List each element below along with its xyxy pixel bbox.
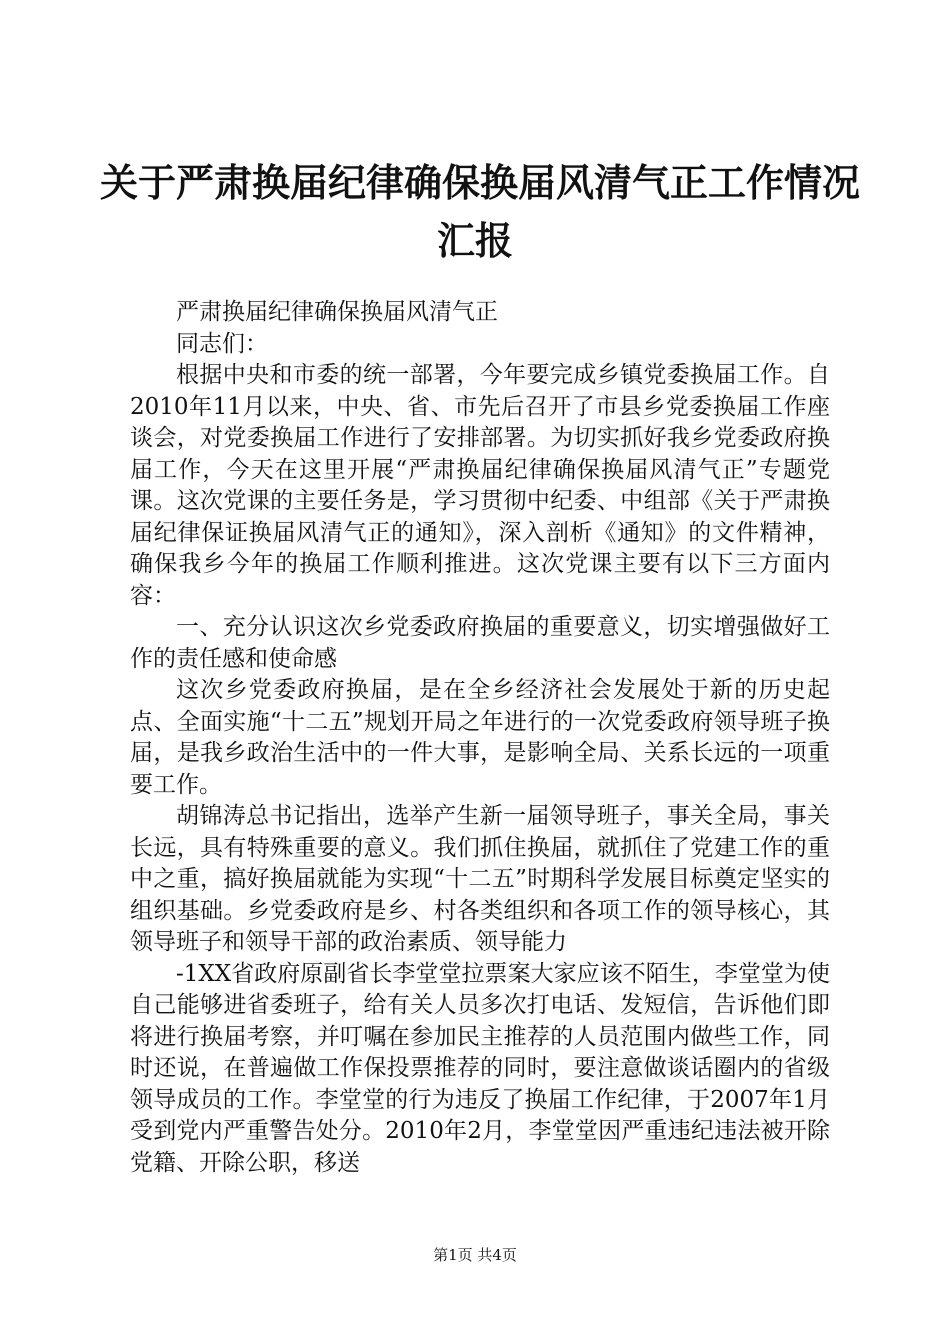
body-paragraph: 根据中央和市委的统一部署，今年要完成乡镇党委换届工作。自2010年11月以来，中央、省、市先后召开了市县乡党委换届工作座谈会，对党委换届工作进行了安排部署。为切实抓好我乡党委政府换届工作，今天在这里开展“严肃换届纪律确保换届风清气正”专题党课。这次党课的主要任务是，学习贯彻中纪委、中组部《关于严肃换届纪律保证换届风清气正的通知》，深入剖析《通知》的文件精神，确保我乡今年的换届工作顺利推进。这次党课主要有以下三方面内容： <box>130 362 830 609</box>
body-paragraph: 胡锦涛总书记指出，选举产生新一届领导班子，事关全局，事关长远，具有特殊重要的意义。我们抓住换届，就抓住了党建工作的重中之重，搞好换届就能为实现“十二五”时期科学发展目标奠定坚实的组织基础。乡党委政府是乡、村各类组织和各项工作的领导核心，其领导班子和领导干部的政治素质、领导能力 <box>130 803 830 955</box>
document-title-line1: 关于严肃换届纪律确保换届风清气正工作情况 <box>100 160 861 205</box>
body-paragraph: 这次乡党委政府换届，是在全乡经济社会发展处于新的历史起点、全面实施“十二五”规划开局之年进行的一次党委政府领导班子换届，是我乡政治生活中的一件大事，是影响全局、关系长远的一项重要工作。 <box>130 677 830 798</box>
body-paragraph-salutation: 同志们： <box>176 330 268 357</box>
body-paragraph-subtitle: 严肃换届纪律确保换届风清气正 <box>176 299 498 325</box>
body-paragraph: -1XX省政府原副省长李堂堂拉票案大家应该不陌生，李堂堂为使自己能够进省委班子，给有关人员多次打电话、发短信，告诉他们即将进行换届考察，并叮嘱在参加民主推荐的人员范围内做些工作，同时还说，在普遍做工作保投票推荐的同时，要注意做谈话圈内的省级领导成员的工作。李堂堂的行为违反了换届工作纪律，于2007年1月受到党内严重警告处分。2010年2月，李堂堂因严重违纪违法被开除党籍、开除公职，移送 <box>130 960 830 1176</box>
page-number-footer: 第1页 共4页 <box>433 1246 517 1264</box>
body-paragraph-section-heading: 一、充分认识这次乡党委政府换届的重要意义，切实增强做好工作的责任感和使命感 <box>130 614 830 672</box>
document-title-line2: 汇报 <box>436 218 513 263</box>
document-body <box>130 297 830 1179</box>
